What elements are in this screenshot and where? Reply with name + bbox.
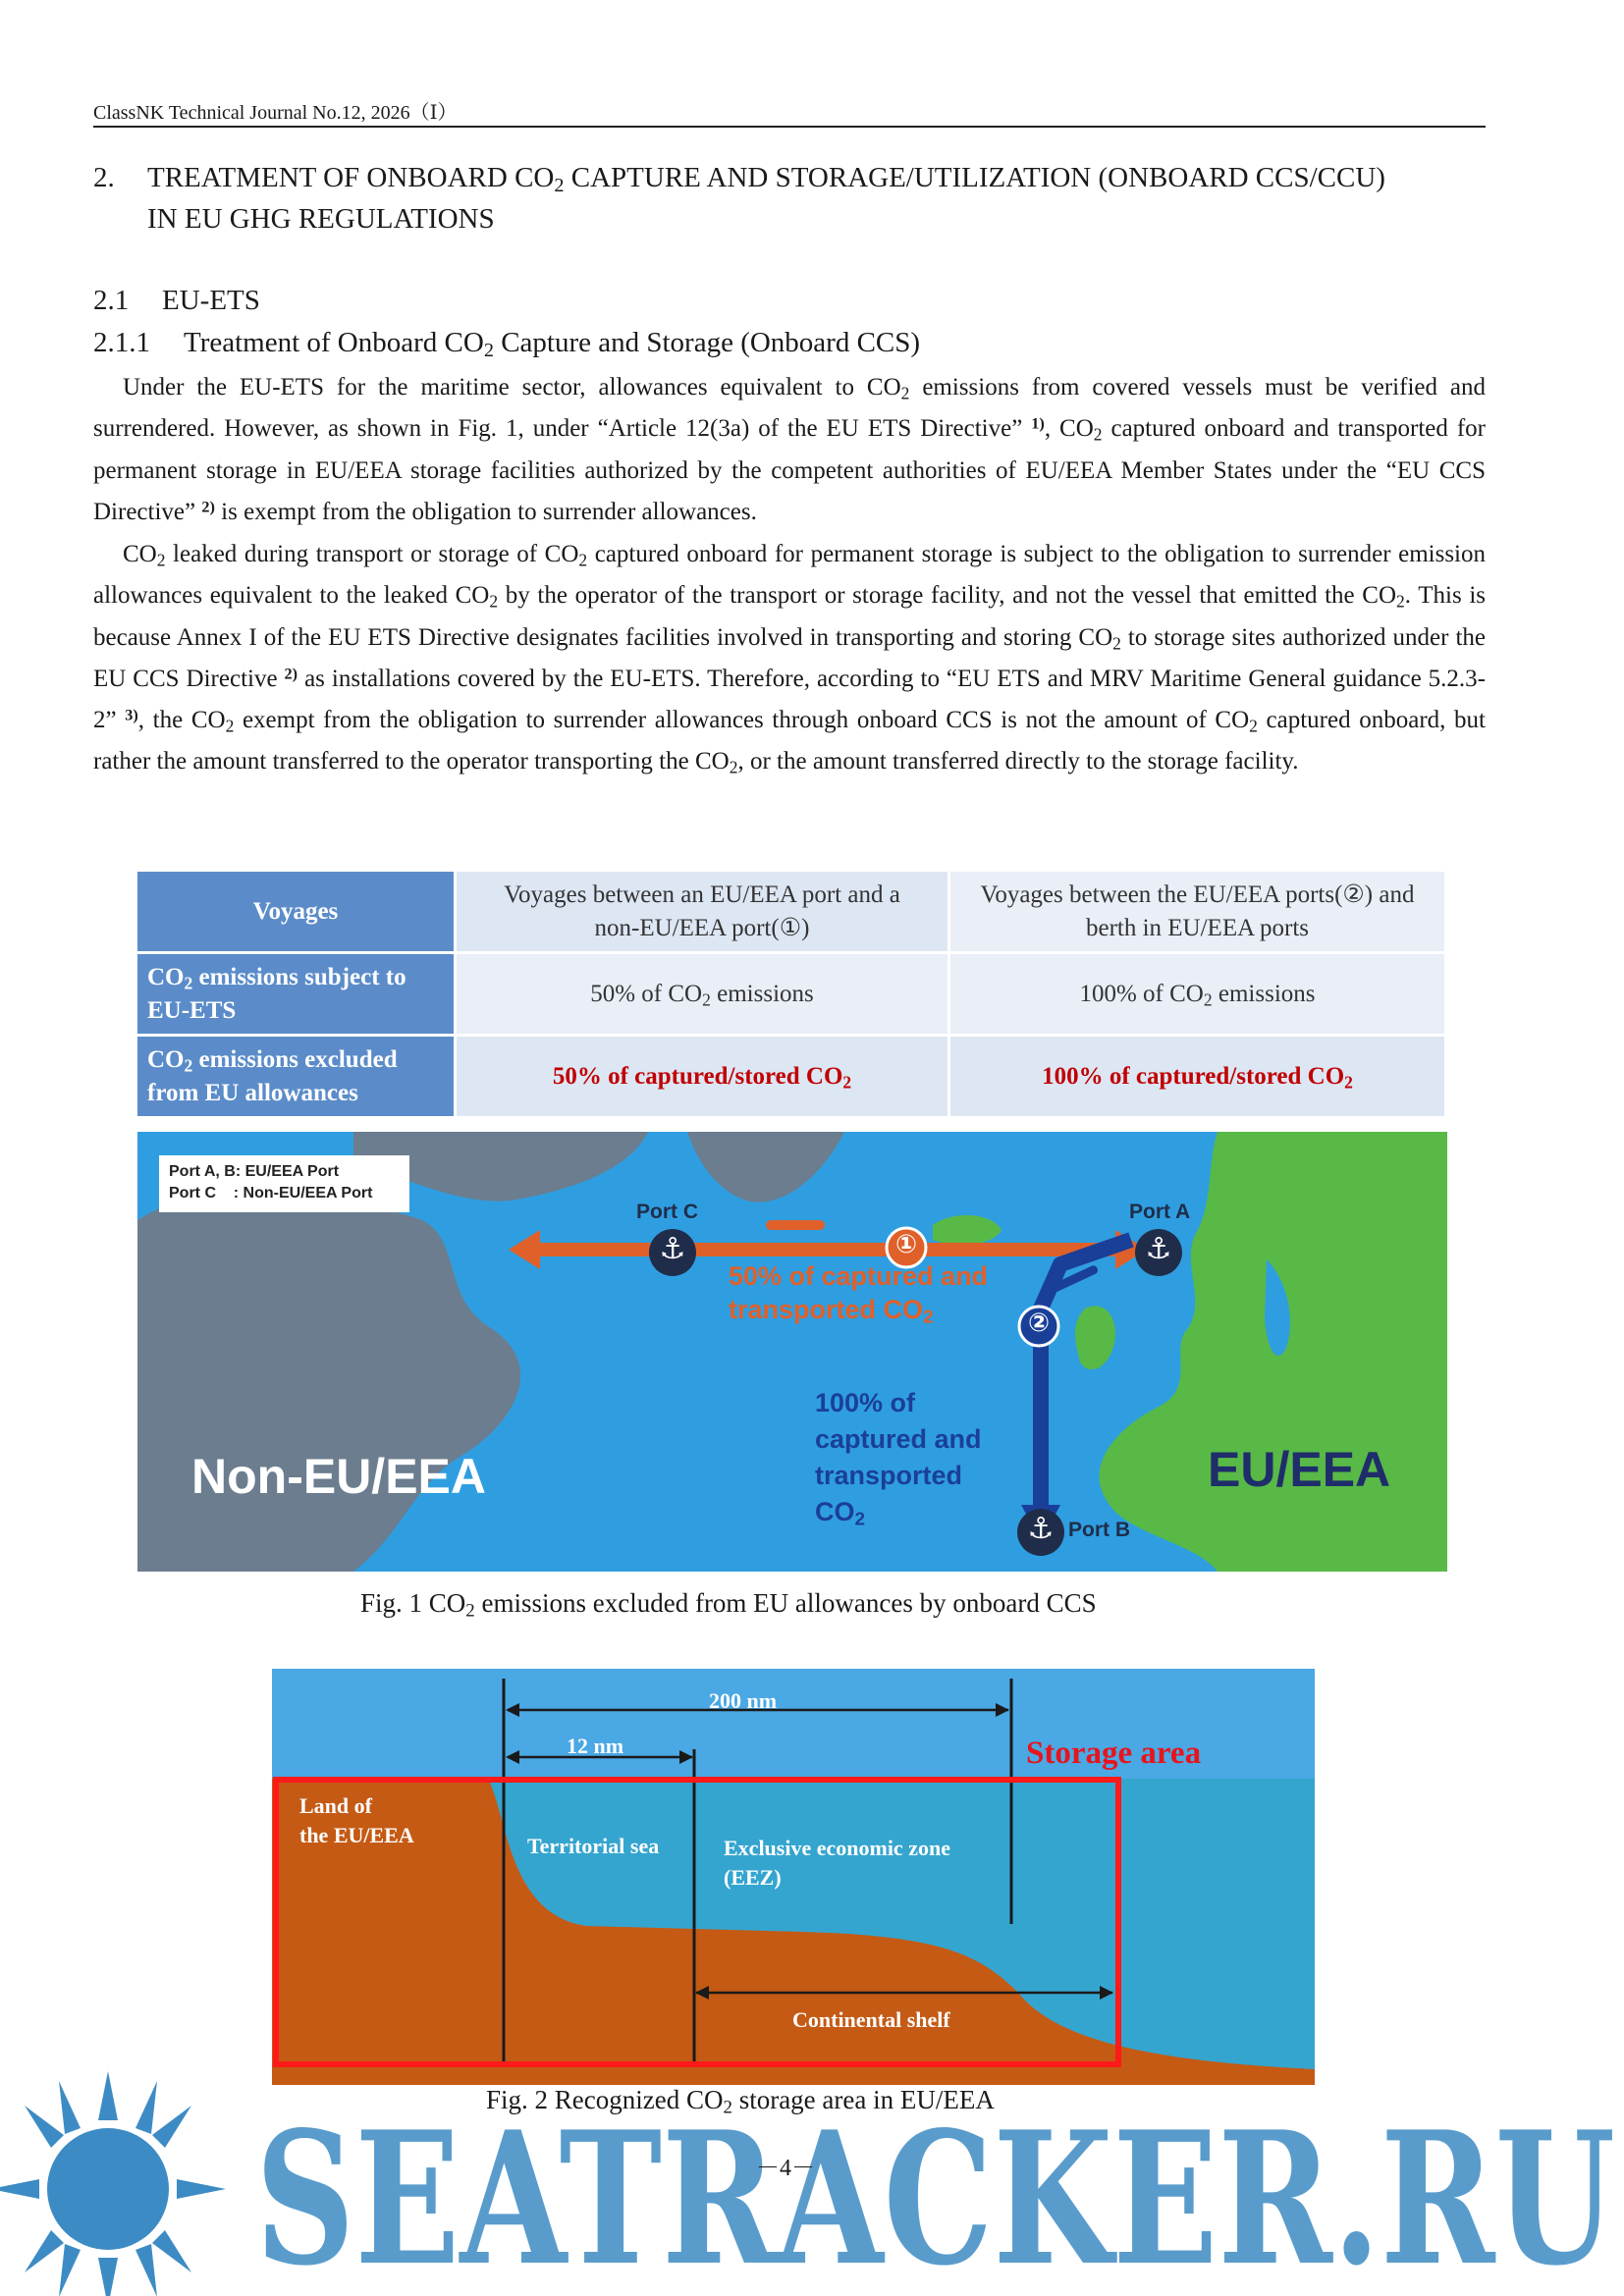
anchor-glyph: ⚓ [659,1232,686,1266]
subsection-heading [93,285,260,317]
subscript: 2 [578,550,588,570]
anchor-glyph: ⚓ [1145,1232,1172,1266]
text: 100% of captured/stored CO [1042,1062,1345,1090]
text: captured onboard for permanent storage is subject to the obligation to surrender emission allowances equivalent to the leaked CO [93,541,1486,610]
reference-mark: 2) [201,498,215,516]
eez-label [724,1834,950,1893]
subscript: 2 [1093,424,1103,445]
storage-area-label: Storage area [1026,1735,1202,1771]
subsection-title: EU-ETS [162,285,260,316]
subscript: 2 [842,1071,852,1092]
marker-1: ① [894,1230,917,1259]
text: to storage sites authorized under the EU CCS Directive [93,623,1486,692]
subscript: 2 [1249,716,1258,736]
text: , CO [1044,415,1094,443]
text: is exempt from the obligation to surrender allowances. [214,498,757,525]
text: by the operator of the transport or storage facility, and not the vessel that emitted the CO [498,582,1397,610]
text: emissions excluded from EU allowances by onboard CCS [474,1588,1097,1618]
section-number: 2. [93,162,115,193]
subscript: 2 [1344,1071,1353,1092]
text: transported CO [729,1295,924,1324]
text: exempt from the obligation to surrender allowances through onboard CCS is not the amount of CO [234,707,1250,734]
table-header-voyages: Voyages [137,872,457,954]
text: emissions subject to EU-ETS [147,963,406,1024]
subscript: 2 [1112,632,1121,653]
header-rule [93,126,1486,128]
subscript: 2 [854,1509,866,1530]
text: Under the EU-ETS for the maritime sector, allowances equivalent to CO [123,374,901,400]
text: as installations covered by the EU-ETS. Therefore, according to “EU ETS and MRV Maritime General guidance 5.2.3-2” [93,665,1486,734]
subscript: 2 [225,716,235,736]
text: Fig. 1 CO [360,1588,466,1618]
label-100-percent [815,1385,982,1530]
reference-mark: 2) [284,665,298,683]
sun-ray [59,2081,81,2134]
subscript: 2 [900,383,910,403]
fig1-map [137,1132,1447,1572]
marker-2: ② [1027,1308,1050,1338]
subsubsection-heading [93,327,921,362]
label-12nm: 12 nm [567,1734,624,1758]
paragraph-1 [93,367,1486,533]
text: emissions excluded from EU allowances [147,1045,398,1106]
text: (EEZ) [724,1865,782,1890]
text: 50% of captured and [729,1261,989,1291]
fig1-caption [360,1588,1097,1622]
text: emissions [1212,980,1316,1007]
text: Fig. 2 Recognized CO [486,2085,724,2114]
table-header-excluded [137,1037,457,1119]
text: , the CO [137,707,226,734]
text: emissions [710,980,814,1007]
section-title-text: CAPTURE AND STORAGE/UTILIZATION (ONBOARD CCS/CCU) [564,162,1385,193]
land-label [299,1791,414,1850]
subsubsection-title: Treatment of Onboard CO [184,327,484,358]
text: transported [815,1461,963,1490]
map-legend [159,1155,409,1212]
text: 50% of CO [590,980,703,1007]
sun-ray [25,2230,64,2272]
sun-ray [98,2258,118,2296]
text: CO [123,541,157,567]
text: CO [147,1045,185,1073]
sun-ray [0,2179,39,2199]
reference-mark: 3) [125,706,138,724]
sun-ray [152,2230,191,2272]
label-200nm: 200 nm [709,1688,778,1713]
text: emissions from covered vessels must be verified and surrendered. However, as shown in Fig. 1, under “Article 12(3a) of the EU ETS Directive” [93,374,1487,443]
text: captured and [815,1424,982,1454]
subscript: 2 [184,1054,193,1075]
sun-ray [152,2106,191,2148]
subscript: 2 [554,175,565,197]
subscript: 2 [489,591,499,612]
eu-label: EU/EEA [1208,1442,1391,1497]
label-50-percent [729,1259,988,1326]
subscript: 2 [702,988,711,1009]
subscript: 2 [483,340,494,362]
sun-ray [177,2179,226,2199]
page-number: －4－ [756,2156,815,2181]
fig1-table [137,872,1447,1122]
port-c-label: Port C [636,1201,698,1223]
table-header-subject [137,954,457,1037]
subsubsection-title: Capture and Storage (Onboard CCS) [493,327,921,358]
subscript: 2 [923,1307,934,1328]
continental-shelf-label: Continental shelf [792,2007,950,2032]
table-cell [457,1037,950,1119]
legend-line: Port A, B: EU/EEA Port [169,1163,340,1180]
text: captured onboard, but rather the amount transferred to the operator transporting the CO [93,707,1486,775]
legend-line: Port C : Non-EU/EEA Port [169,1185,373,1201]
reference-mark: 1) [1031,414,1045,433]
non-eu-label: Non-EU/EEA [191,1449,486,1504]
fig2-diagram [272,1669,1315,2085]
subscript: 2 [723,2097,732,2118]
text: 50% of captured/stored CO [552,1062,843,1090]
section-title-text: TREATMENT OF ONBOARD CO [147,162,555,193]
text: Land of [299,1793,372,1818]
sun-ray [25,2106,64,2148]
ship-icon [766,1220,825,1230]
text: leaked during transport or storage of CO [165,541,579,567]
subscript: 2 [1203,988,1213,1009]
table-cell: Voyages between the EU/EEA ports(②) and berth in EU/EEA ports [950,872,1447,954]
port-b-label: Port B [1068,1519,1130,1541]
sun-logo [0,2071,226,2296]
subscript: 2 [465,1600,475,1622]
subscript: 2 [184,972,193,992]
text: 100% of CO [1079,980,1204,1007]
running-head: ClassNK Technical Journal No.12, 2026（Ⅰ） [93,102,458,124]
text: Exclusive economic zone [724,1836,950,1860]
table-cell: Voyages between an EU/EEA port and a non-EU/EEA port(①) [457,872,950,954]
text: 100% of [815,1388,916,1417]
section-title-line2: IN EU GHG REGULATIONS [147,203,495,235]
port-a-label: Port A [1129,1201,1191,1223]
anchor-glyph: ⚓ [1027,1512,1055,1546]
text: captured onboard and transported for permanent storage in EU/EEA storage facilities authorized by the competent authorities of EU/EEA Member States under the “EU CCS Directive” [93,415,1486,525]
subsubsection-number: 2.1.1 [93,327,150,358]
subscript: 2 [1396,591,1405,612]
sun-ray [135,2244,157,2296]
sun-ray [59,2244,81,2296]
text: . This is because Annex I of the EU ETS Directive designates facilities involved in transporting and storing CO [93,582,1486,651]
text: CO [815,1497,855,1526]
text: the EU/EEA [299,1823,414,1847]
sun-ray [98,2071,118,2120]
subscript: 2 [729,757,738,777]
text: , or the amount transferred directly to the storage facility. [737,748,1299,775]
sun-ray [135,2081,157,2134]
paragraph-2 [93,534,1486,783]
watermark-text: SEATRACKER.RU [255,2091,1615,2296]
table-cell [457,954,950,1037]
table-cell [950,954,1447,1037]
territorial-sea-label: Territorial sea [527,1834,660,1858]
sun-core [47,2128,169,2250]
table-cell [950,1037,1447,1119]
text: CO [147,963,185,990]
subscript: 2 [156,550,166,570]
section-title [93,157,1507,240]
subsection-number: 2.1 [93,285,130,316]
text: storage area in EU/EEA [731,2085,995,2114]
